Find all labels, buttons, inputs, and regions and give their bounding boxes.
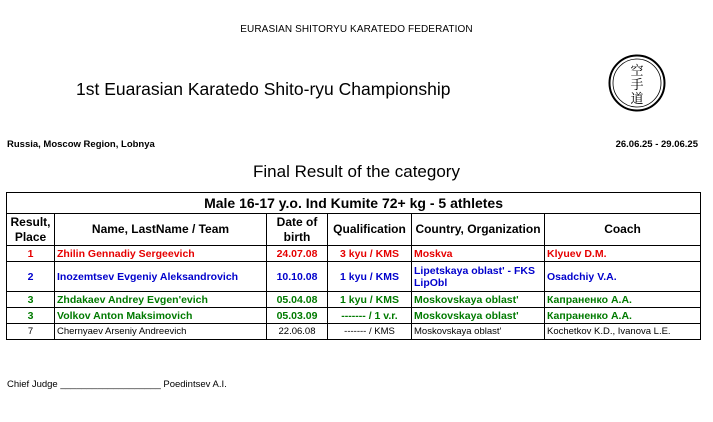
place-cell: 3	[7, 292, 55, 308]
country-cell: Moskovskaya oblast'	[412, 324, 545, 340]
event-location: Russia, Moscow Region, Lobnya	[7, 139, 155, 150]
chief-judge-name: Poedintsev A.I.	[163, 379, 227, 390]
place-cell: 3	[7, 308, 55, 324]
name-cell: Zhdakaev Andrey Evgen'evich	[55, 292, 267, 308]
dob-cell: 10.10.08	[267, 262, 328, 292]
name-cell: Zhilin Gennadiy Sergeevich	[55, 246, 267, 262]
country-cell: Lipetskaya oblast' - FKS LipObl	[412, 262, 545, 292]
dob-cell: 05.04.08	[267, 292, 328, 308]
country-cell: Moskva	[412, 246, 545, 262]
qualification-cell: 3 kyu / KMS	[328, 246, 412, 262]
results-table	[6, 192, 701, 340]
place-cell: 2	[7, 262, 55, 292]
header-country: Country, Organization	[412, 214, 545, 246]
place-cell: 7	[7, 324, 55, 340]
coach-cell: Klyuev D.M.	[545, 246, 701, 262]
country-cell: Moskovskaya oblast'	[412, 308, 545, 324]
dob-cell: 24.07.08	[267, 246, 328, 262]
federation-name: EURASIAN SHITORYU KARATEDO FEDERATION	[240, 24, 473, 35]
chief-judge-label: Chief Judge	[7, 379, 58, 390]
result-subtitle: Final Result of the category	[253, 162, 460, 181]
qualification-cell: ------- / 1 v.r.	[328, 308, 412, 324]
chief-judge-signature	[7, 379, 227, 390]
karate-logo	[608, 54, 666, 112]
qualification-cell: ------- / KMS	[328, 324, 412, 340]
dob-cell: 05.03.09	[267, 308, 328, 324]
table-row	[7, 292, 701, 308]
country-cell: Moskovskaya oblast'	[412, 292, 545, 308]
header-name: Name, LastName / Team	[55, 214, 267, 246]
table-row	[7, 246, 701, 262]
name-cell: Chernyaev Arseniy Andreevich	[55, 324, 267, 340]
table-row	[7, 262, 701, 292]
qualification-cell: 1 kyu / KMS	[328, 262, 412, 292]
category-title: Male 16-17 y.o. Ind Kumite 72+ kg - 5 athletes	[7, 193, 701, 214]
coach-cell: Osadchiy V.A.	[545, 262, 701, 292]
header-coach: Coach	[545, 214, 701, 246]
logo-glyph-1: 空	[630, 64, 644, 79]
coach-cell: Капраненко А.А.	[545, 308, 701, 324]
dob-cell: 22.06.08	[267, 324, 328, 340]
table-row	[7, 308, 701, 324]
coach-cell: Капраненко А.А.	[545, 292, 701, 308]
table-row	[7, 324, 701, 340]
place-cell: 1	[7, 246, 55, 262]
event-dates: 26.06.25 - 29.06.25	[615, 139, 698, 150]
table-header-row	[7, 214, 701, 246]
championship-title: 1st Euarasian Karatedo Shito-ryu Championship	[76, 79, 451, 99]
qualification-cell: 1 kyu / KMS	[328, 292, 412, 308]
logo-glyph-2: 手	[630, 78, 644, 93]
logo-glyph-3: 道	[630, 92, 644, 107]
coach-cell: Kochetkov K.D., Ivanova L.E.	[545, 324, 701, 340]
header-place: Result, Place	[7, 214, 55, 246]
name-cell: Volkov Anton Maksimovich	[55, 308, 267, 324]
header-dob: Date of birth	[267, 214, 328, 246]
header-qualification: Qualification	[328, 214, 412, 246]
signature-line: ___________________	[60, 379, 161, 390]
name-cell: Inozemtsev Evgeniy Aleksandrovich	[55, 262, 267, 292]
